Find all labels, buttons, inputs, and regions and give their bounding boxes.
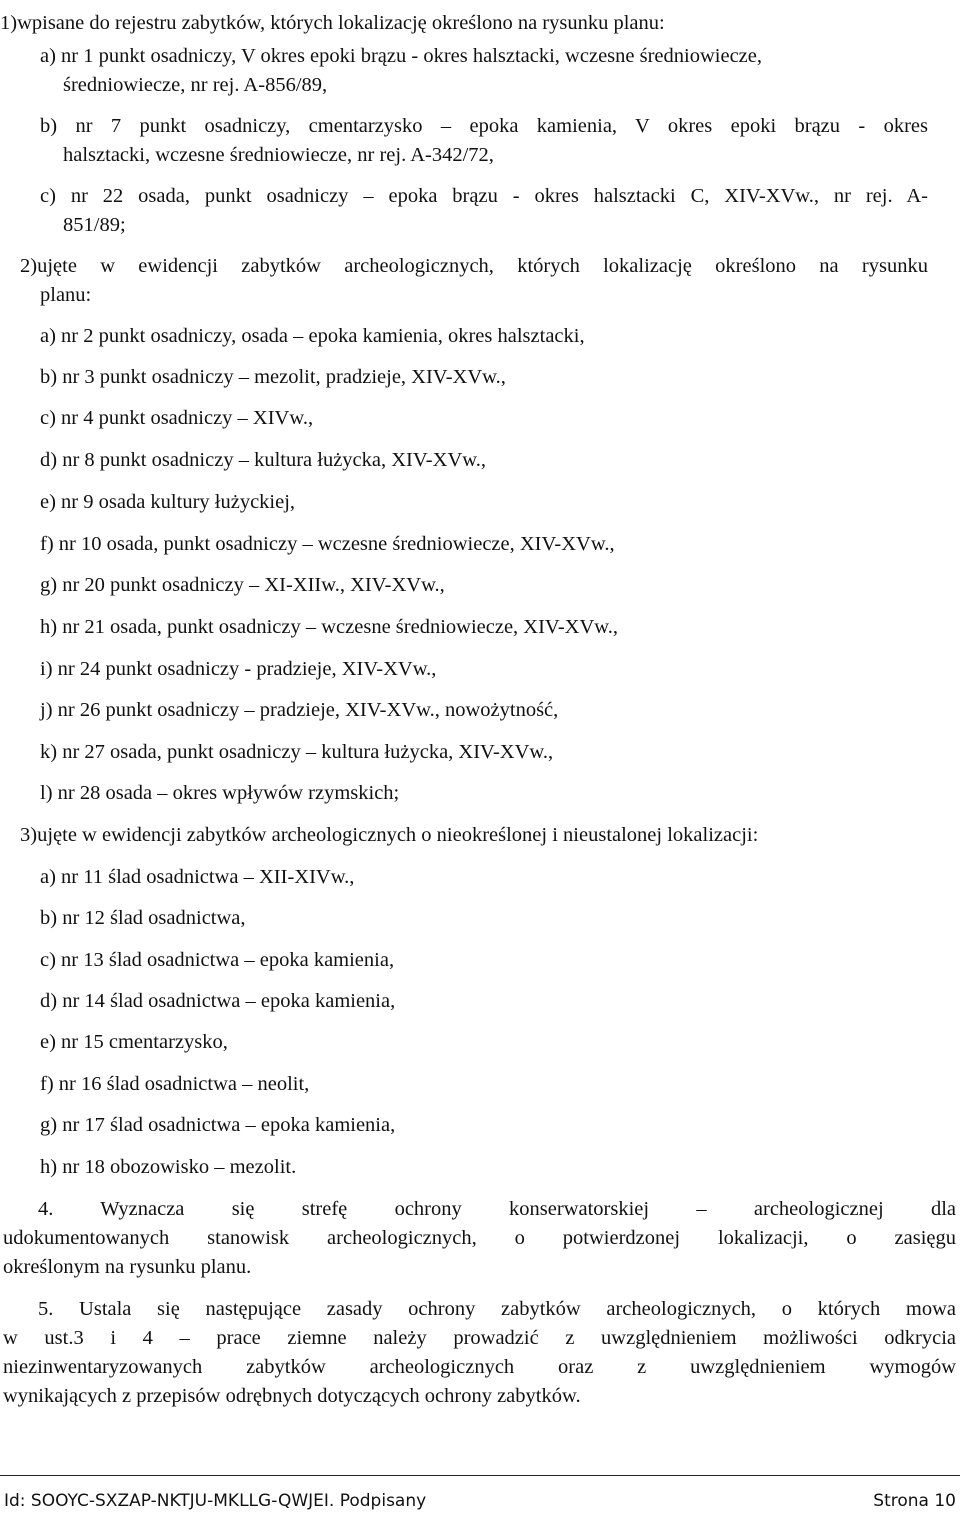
list-item: h) nr 21 osada, punkt osadniczy – wczesne średniowiecze, XIV-XVw.,	[40, 616, 619, 638]
footer-page-number: Strona 10	[873, 1491, 956, 1511]
footer-divider	[0, 1475, 960, 1476]
list-item: c) nr 13 ślad osadnictwa – epoka kamienia,	[40, 949, 395, 971]
list-item: i) nr 24 punkt osadniczy - pradzieje, XIV-XVw.,	[40, 658, 437, 680]
list-item: j) nr 26 punkt osadniczy – pradzieje, XIV-XVw., nowożytność,	[40, 699, 559, 721]
section-1-heading: 1)wpisane do rejestru zabytków, których lokalizację określono na rysunku planu:	[0, 12, 665, 34]
list-item: l) nr 28 osada – okres wpływów rzymskich;	[40, 782, 400, 804]
list-item: b) nr 3 punkt osadniczy – mezolit, pradzieje, XIV-XVw.,	[40, 366, 506, 388]
list-item-continuation: 851/89;	[63, 214, 126, 236]
paragraph-5-line: niezinwentaryzowanych zabytków archeologicznych oraz z uwzględnieniem wymogów	[3, 1356, 956, 1378]
list-item: d) nr 8 punkt osadniczy – kultura łużycka, XIV-XVw.,	[40, 449, 486, 471]
list-item: c) nr 22 osada, punkt osadniczy – epoka brązu - okres halsztacki C, XIV-XVw., nr rej. A-	[40, 185, 928, 207]
section-2-heading: 2)ujęte w ewidencji zabytków archeologicznych, których lokalizację określono na rysunku	[20, 255, 928, 277]
list-item: c) nr 4 punkt osadniczy – XIVw.,	[40, 407, 314, 429]
list-item-continuation: halsztacki, wczesne średniowiecze, nr rej. A-342/72,	[63, 144, 494, 166]
list-item: e) nr 9 osada kultury łużyckiej,	[40, 491, 296, 513]
list-item: f) nr 10 osada, punkt osadniczy – wczesne średniowiecze, XIV-XVw.,	[40, 533, 615, 555]
list-item: k) nr 27 osada, punkt osadniczy – kultura łużycka, XIV-XVw.,	[40, 741, 554, 763]
list-item: d) nr 14 ślad osadnictwa – epoka kamienia,	[40, 990, 396, 1012]
paragraph-5-line: 5. Ustala się następujące zasady ochrony zabytków archeologicznych, o których mowa	[38, 1298, 956, 1320]
footer-document-id: Id: SOOYC-SXZAP-NKTJU-MKLLG-QWJEI. Podpisany	[4, 1491, 427, 1511]
section-3-heading: 3)ujęte w ewidencji zabytków archeologicznych o nieokreślonej i nieustalonej lokalizacji:	[20, 824, 759, 846]
list-item: f) nr 16 ślad osadnictwa – neolit,	[40, 1073, 310, 1095]
paragraph-4-line: określonym na rysunku planu.	[3, 1256, 252, 1278]
list-item: e) nr 15 cmentarzysko,	[40, 1031, 228, 1053]
list-item-continuation: średniowiecze, nr rej. A-856/89,	[63, 74, 328, 96]
paragraph-4-line: udokumentowanych stanowisk archeologicznych, o potwierdzonej lokalizacji, o zasięgu	[3, 1227, 956, 1249]
section-2-heading-continuation: planu:	[40, 284, 92, 306]
list-item: a) nr 1 punkt osadniczy, V okres epoki brązu - okres halsztacki, wczesne średniowiecze,	[40, 45, 762, 67]
paragraph-5-line: wynikających z przepisów odrębnych dotyczących ochrony zabytków.	[3, 1385, 581, 1407]
list-item: b) nr 7 punkt osadniczy, cmentarzysko – epoka kamienia, V okres epoki brązu - okres	[40, 115, 928, 137]
list-item: b) nr 12 ślad osadnictwa,	[40, 907, 246, 929]
list-item: g) nr 20 punkt osadniczy – XI-XIIw., XIV-XVw.,	[40, 574, 445, 596]
list-item: g) nr 17 ślad osadnictwa – epoka kamienia,	[40, 1114, 396, 1136]
list-item: a) nr 2 punkt osadniczy, osada – epoka kamienia, okres halsztacki,	[40, 325, 585, 347]
paragraph-5-line: w ust.3 i 4 – prace ziemne należy prowadzić z uwzględnieniem możliwości odkrycia	[3, 1327, 956, 1349]
list-item: h) nr 18 obozowisko – mezolit.	[40, 1156, 297, 1178]
list-item: a) nr 11 ślad osadnictwa – XII-XIVw.,	[40, 866, 355, 888]
paragraph-4-line: 4. Wyznacza się strefę ochrony konserwatorskiej – archeologicznej dla	[38, 1198, 956, 1220]
